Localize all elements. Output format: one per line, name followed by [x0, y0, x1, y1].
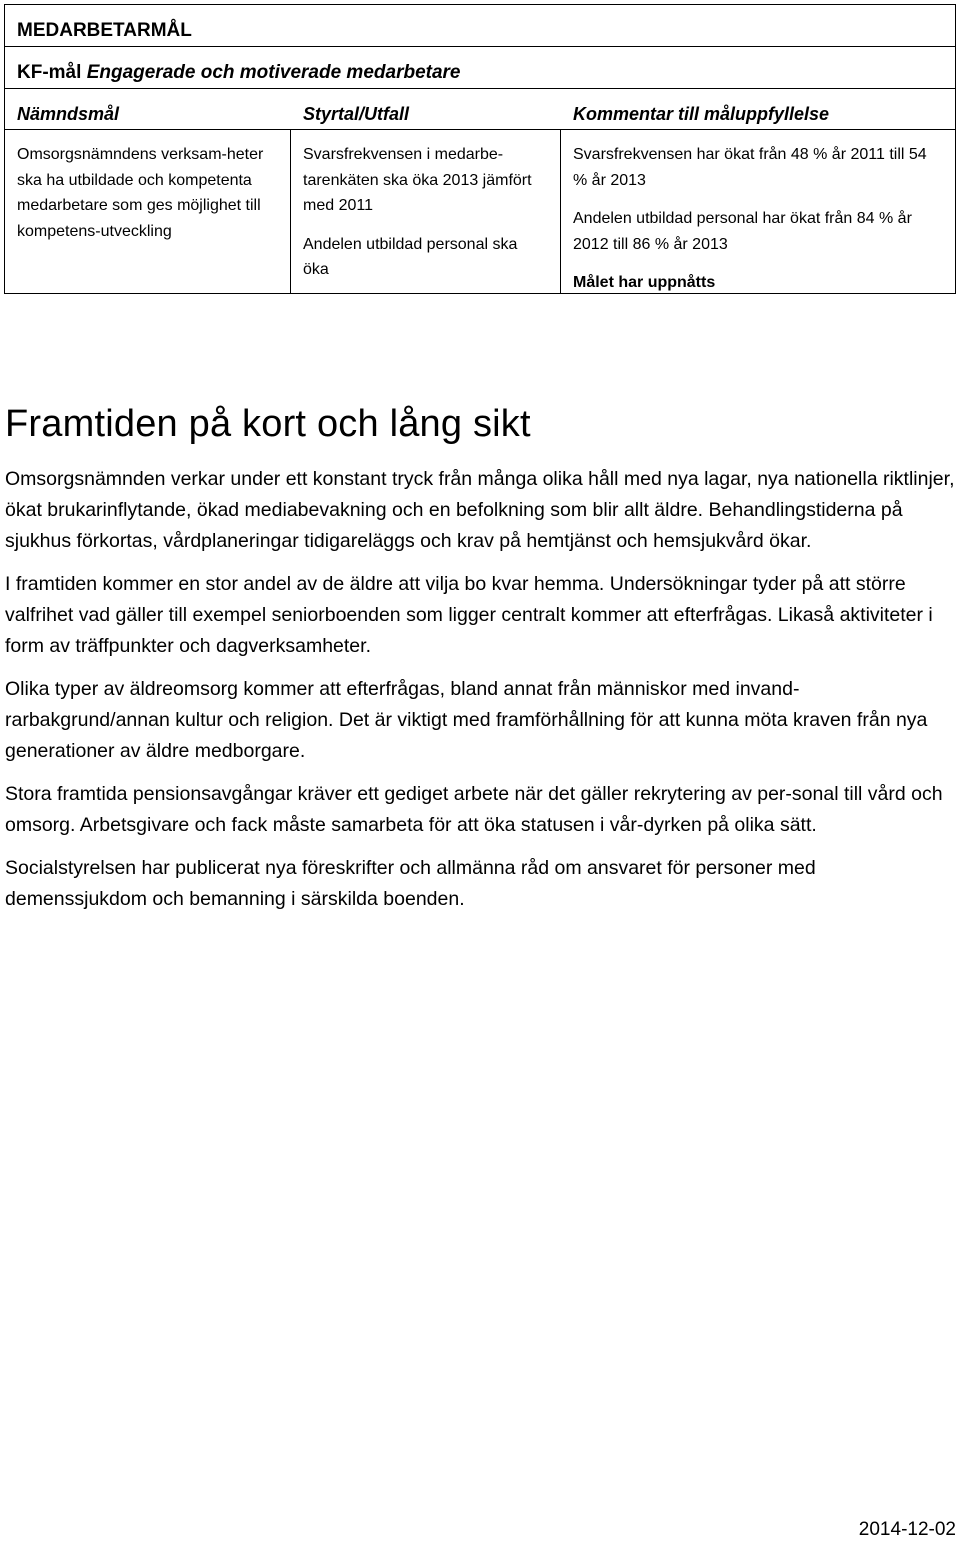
- header-namndsmal: Nämndsmål: [17, 104, 120, 124]
- paragraph: Stora framtida pensionsavgångar kräver ett gediget arbete när det gäller rekrytering av per-sonal till vård och omsorg. Arbetsgivare och fack måste samarbeta för att öka statusen i vår-dyrken på olika sätt.: [5, 783, 943, 836]
- cell-namndsmal: [5, 130, 291, 293]
- kf-goal-prefix: KF-mål: [17, 62, 87, 83]
- kommentar-text-2: Andelen utbildad personal har ökat från 84 % år 2012 till 86 % år 2013: [573, 210, 912, 253]
- cell-kommentar: [561, 130, 955, 293]
- kommentar-result: Målet har uppnåtts: [573, 274, 716, 292]
- footer-date: 2014-12-02: [858, 1519, 956, 1540]
- table-header-row: [5, 89, 955, 130]
- styrtal-text-1: Svarsfrekvensen i medarbe-tarenkäten ska öka 2013 jämfört med 2011: [303, 146, 532, 215]
- header-styrtal: Styrtal/Utfall: [303, 104, 410, 124]
- paragraph: Omsorgsnämnden verkar under ett konstant tryck från många olika håll med nya lagar, nya nationella riktlinjer, ökat brukarinflytande, ökad mediabevakning och en befolkning som blir allt äldre. Behandlingstiderna på sjukhus förkortas, vårdplaneringar tidigareläggs och krav på hemtjänst och hemsjukvård ökar.: [5, 468, 955, 552]
- paragraph: I framtiden kommer en stor andel av de äldre att vilja bo kvar hemma. Undersökningar tyder på att större valfrihet vad gäller till exempel seniorboenden som ligger centralt kommer att efterfrågas. Likaså aktiviteter i form av träffpunkter och dagverksamheter.: [5, 573, 933, 657]
- section-body: [5, 464, 955, 927]
- table-row: [5, 130, 955, 293]
- kommentar-text-1: Svarsfrekvensen har ökat från 48 % år 2011 till 54 % år 2013: [573, 146, 927, 189]
- paragraph: Olika typer av äldreomsorg kommer att efterfrågas, bland annat från människor med invand-rarbakgrund/annan kultur och religion. Det är viktigt med framförhållning för att kunna möta kraven från nya generationer av äldre medborgare.: [5, 678, 928, 762]
- paragraph: Socialstyrelsen har publicerat nya föreskrifter och allmänna råd om ansvaret för personer med demenssjukdom och bemanning i särskilda boenden.: [5, 857, 816, 910]
- kf-goal-row: [5, 47, 955, 89]
- namndsmal-text: Omsorgsnämndens verksam-heter ska ha utbildade och kompetenta medarbetare som ges möjlighet till kompetens-utveckling: [17, 146, 264, 240]
- goals-table: [4, 4, 956, 294]
- table-title: MEDARBETARMÅL: [5, 5, 955, 47]
- kf-goal-name: Engagerade och motiverade medarbetare: [86, 62, 461, 83]
- cell-styrtal: [291, 130, 561, 293]
- styrtal-text-2: Andelen utbildad personal ska öka: [303, 235, 518, 279]
- header-kommentar: Kommentar till måluppfyllelse: [573, 104, 830, 124]
- section-heading: Framtiden på kort och lång sikt: [5, 403, 531, 445]
